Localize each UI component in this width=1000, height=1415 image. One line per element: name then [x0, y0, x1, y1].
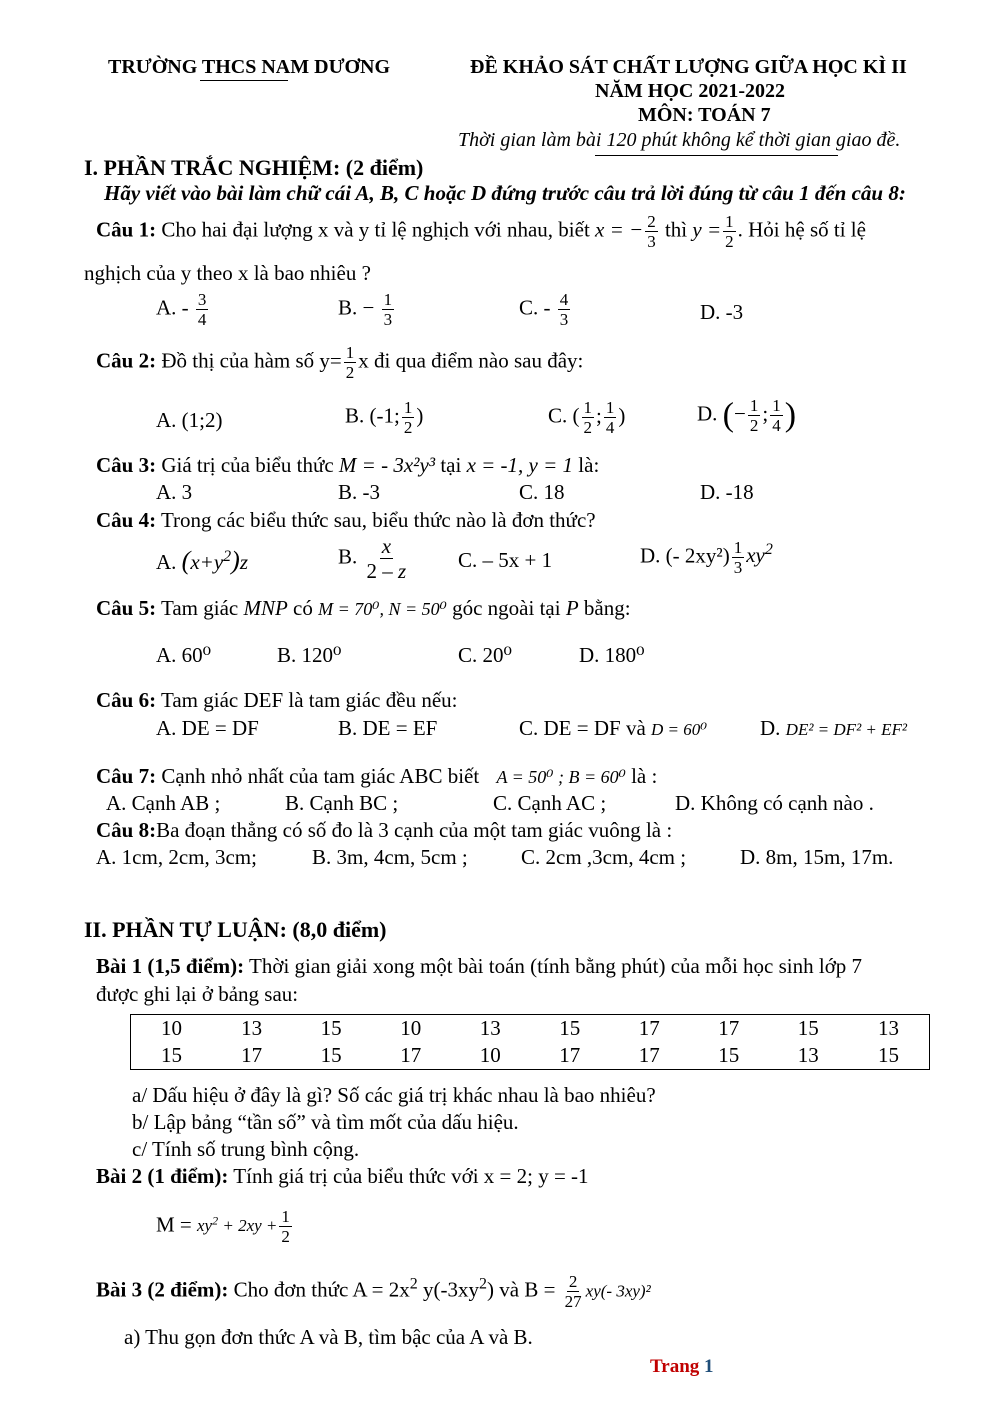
q2-option-a: A. (1;2)	[156, 408, 223, 432]
question-6: Câu 6: Tam giác DEF là tam giác đều nếu:	[96, 688, 458, 712]
q4-option-a: A. $(x+y^2)z$	[156, 546, 249, 575]
q2-option-c: C. ( $\frac{1}{2}$ ; $\frac{1}{4}$ )	[548, 398, 626, 437]
bai1-part-a: a/ Dấu hiệu ở đây là gì? Số các giá trị khác nhau là bao nhiêu?	[132, 1083, 656, 1107]
q8-option-a: A. 1cm, 2cm, 3cm;	[96, 845, 257, 869]
q5-option-c: C. 20⁰	[458, 643, 512, 667]
bai3: Bài 3 (2 điểm): Cho đơn thức $A = 2x^2$ $y(-3xy^2)$ và B = $\frac{2}{27}$ xy(- 3xy)²	[96, 1272, 651, 1311]
q3-expression: M = - 3x²y³	[338, 453, 436, 477]
table-row: 15 17 15 17 10 17 17 15 13 15	[160, 1043, 900, 1067]
q6-option-d: D. DE² = DF² + EF²	[760, 716, 907, 740]
bai1-part-b: b/ Lập bảng “tần số” và tìm mốt của dấu hiệu.	[132, 1110, 519, 1134]
school-name: TRƯỜNG THCS NAM DƯƠNG	[108, 56, 391, 78]
page-number: Trang 1	[650, 1356, 714, 1377]
bai1-text-cont: được ghi lại ở bảng sau:	[96, 982, 299, 1006]
q5-option-b: B. 120⁰	[277, 643, 342, 667]
q8-option-b: B. 3m, 4cm, 5cm ;	[312, 845, 468, 869]
q7-option-d: D. Không có cạnh nào .	[675, 791, 874, 815]
bai2: Bài 2 (1 điểm): Tính giá trị của biểu thức với x = 2; y = -1	[96, 1164, 589, 1188]
q5-option-a: A. 60⁰	[156, 643, 212, 667]
q1-option-a: A. - $\frac{3}{4}$	[156, 290, 207, 329]
q8-option-d: D. 8m, 15m, 17m.	[740, 845, 894, 869]
exam-title: ĐỀ KHẢO SÁT CHẤT LƯỢNG GIỮA HỌC KÌ II	[470, 56, 907, 78]
q1-text: Cho hai đại lượng x và y tỉ lệ nghịch với nhau, biết	[161, 217, 590, 242]
time-note: Thời gian làm bài 120 phút không kể thời gian giao đề.	[458, 129, 901, 151]
q4-option-c: C. – 5x + 1	[458, 548, 553, 572]
q1-option-c: C. - $\frac{4}{3}$	[519, 290, 569, 329]
time-note-underline	[595, 155, 838, 156]
q1-text-cont: nghịch của y theo x là bao nhiêu ?	[84, 261, 371, 285]
school-underline	[200, 80, 288, 81]
q5-option-d: D. 180⁰	[579, 643, 645, 667]
table-row: 10 13 15 10 13 15 17 17 15 13	[160, 1016, 900, 1040]
q3-option-d: D. -18	[700, 480, 754, 504]
question-3: Câu 3: Giá trị của biểu thức M = - 3x²y³ tại x = -1, y = 1 là:	[96, 453, 600, 477]
q1-y-fraction: $\frac{1}{2}$	[725, 212, 734, 251]
bai1-part-c: c/ Tính số trung bình cộng.	[132, 1137, 360, 1161]
bai2-expression: $M = xy^2 + 2xy$ + $\frac{1}{2}$	[156, 1207, 290, 1246]
q1-label: Câu 1:	[96, 217, 157, 242]
q6-option-c: C. DE = DF và D = 60⁰	[519, 716, 708, 740]
question-8: Câu 8:Ba đoạn thẳng có số đo là 3 cạnh của một tam giác vuông là :	[96, 818, 673, 842]
subject: MÔN: TOÁN 7	[638, 104, 771, 126]
q7-option-b: B. Cạnh BC ;	[285, 791, 399, 815]
question-5: Câu 5: Tam giác MNP có M = 70⁰, N = 50⁰ góc ngoài tại P bằng:	[96, 596, 631, 620]
q7-option-a: A. Cạnh AB ;	[106, 791, 221, 815]
q4-option-d: D. (- 2xy²) $\frac{1}{3}$ $xy^2$	[640, 538, 773, 577]
bai3-part-a: a) Thu gọn đơn thức A và B, tìm bậc của A và B.	[124, 1325, 533, 1349]
part2-title: II. PHẦN TỰ LUẬN: (8,0 điểm)	[84, 917, 387, 942]
q1-option-b: B. − $\frac{1}{3}$	[338, 290, 393, 329]
bai1: Bài 1 (1,5 điểm): Thời gian giải xong một bài toán (tính bằng phút) của mỗi học sinh lớp 7	[96, 954, 863, 978]
q2-option-d: D. (− $\frac{1}{2}$ ; $\frac{1}{4}$ )	[697, 396, 797, 435]
question-4: Câu 4: Trong các biểu thức sau, biểu thức nào là đơn thức?	[96, 508, 596, 532]
q6-option-b: B. DE = EF	[338, 716, 438, 740]
q3-option-a: A. 3	[156, 480, 193, 504]
part1-instruction: Hãy viết vào bài làm chữ cái A, B, C hoặc D đứng trước câu trả lời đúng từ câu 1 đến câu 8:	[104, 181, 906, 205]
school-year: NĂM HỌC 2021-2022	[595, 80, 785, 102]
data-table	[130, 1014, 930, 1070]
q6-option-a: A. DE = DF	[156, 716, 259, 740]
question-7: Câu 7: Cạnh nhỏ nhất của tam giác ABC biết A = 50⁰ ; B = 60⁰ là :	[96, 764, 658, 788]
q1-x-fraction: $\frac{2}{3}$	[647, 212, 656, 251]
question-1: Câu 1: Cho hai đại lượng x và y tỉ lệ nghịch với nhau, biết x = − $\frac{2}{3}$ thì y = $\frac{1}{2}$ . Hỏi hệ số tỉ lệ	[96, 212, 866, 251]
q1-option-d: D. -3	[700, 300, 744, 324]
q2-option-b: B. (-1; $\frac{1}{2}$ )	[345, 398, 424, 437]
q8-option-c: C. 2cm ,3cm, 4cm ;	[521, 845, 687, 869]
q4-option-b: B. $\frac{x}{2 - z}$	[338, 534, 407, 583]
q7-option-c: C. Cạnh AC ;	[493, 791, 607, 815]
question-2: Câu 2: Đồ thị của hàm số y= $\frac{1}{2}$ x đi qua điểm nào sau đây:	[96, 343, 584, 382]
q3-option-c: C. 18	[519, 480, 565, 504]
q3-option-b: B. -3	[338, 480, 380, 504]
part1-title: I. PHẦN TRẮC NGHIỆM: (2 điểm)	[84, 155, 424, 180]
